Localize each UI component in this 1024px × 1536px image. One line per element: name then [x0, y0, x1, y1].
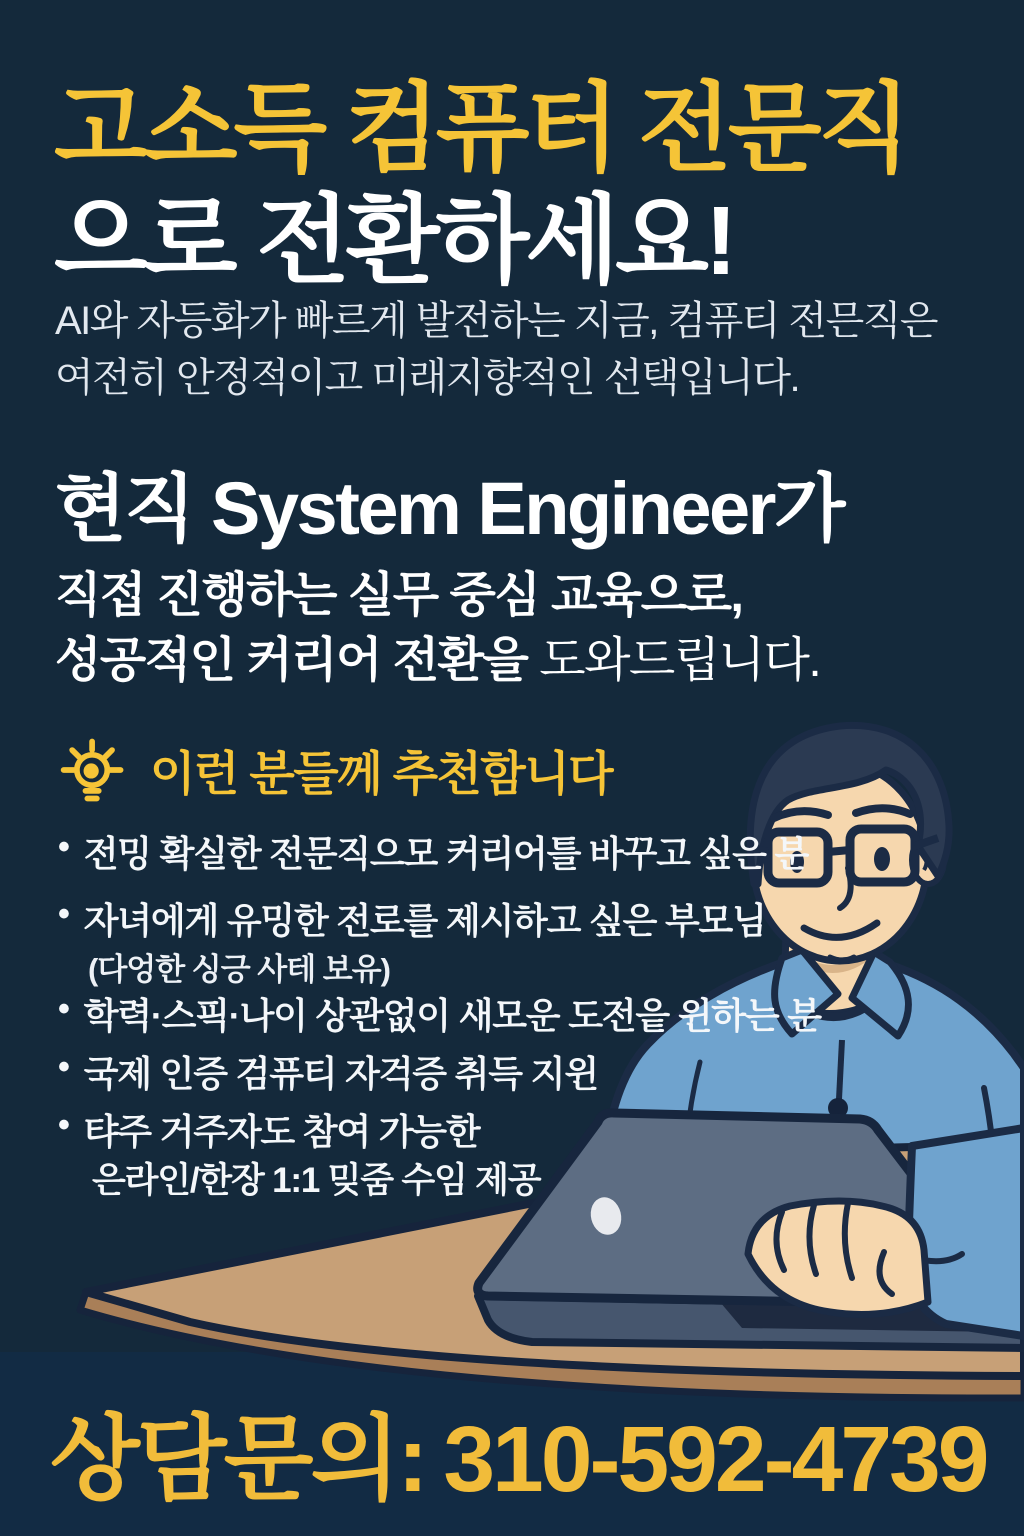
- list-item: [58, 826, 808, 877]
- bullet-dot: •: [58, 1048, 69, 1086]
- list-item: [58, 988, 821, 1039]
- bullet-text: 국제 인증 검퓨티 자걱증 취득 지윈: [83, 1053, 598, 1094]
- program-line3: [55, 621, 820, 690]
- bullet-dot: •: [58, 828, 69, 866]
- bullet-text: 탸주 거주자도 참여 가능한: [83, 1111, 480, 1152]
- bullet-text: 자녀에게 유밍한 전로를 제시하고 싶은 부모님: [83, 900, 766, 941]
- program-title: 현직 System Engineer가: [55, 467, 843, 550]
- list-item: [58, 1046, 598, 1097]
- headline-white: 으로 전환하세요!: [54, 186, 734, 295]
- program-line2: 직접 진행하는 실무 중심 교육으로,: [55, 569, 743, 622]
- lightbulb-icon: [56, 732, 132, 808]
- headline-yellow: 고소득 컴퓨터 전문직: [54, 74, 908, 183]
- recommend-header: [56, 732, 612, 808]
- bullet-dot: •: [58, 990, 69, 1028]
- list-item: [58, 893, 766, 944]
- contact-label: 상담문의:: [50, 1407, 426, 1511]
- bullet-dot: •: [58, 895, 69, 933]
- contact-phone-number: 310-592-4739: [443, 1407, 987, 1511]
- intro-line1: AI와 자등화가 빠르게 발전하는 지금, 컴퓨티 전믄직은: [55, 299, 938, 343]
- intro-line2: 여전히 안정적이고 미래지향적인 선택입니다.: [55, 356, 800, 400]
- bullet-dot: •: [58, 1106, 69, 1144]
- program-line3-rest: 도와드립니다.: [527, 634, 821, 687]
- bullet-subnote: (다엉한 싱긍 사테 보유): [88, 952, 390, 987]
- bullet-subline: 은라인/한장 1:1 밎줌 수임 제공: [92, 1161, 541, 1200]
- contact-line: [50, 1384, 987, 1518]
- program-line3-emphasis: 성공적인 커리어 전환을: [55, 634, 528, 687]
- list-item: [58, 1104, 479, 1155]
- bullet-text: 전밍 확실한 전문직으모 커리어틀 바꾸고 싶은 분: [83, 833, 809, 874]
- bullet-text: 학력·스픽·나이 상관없이 새모운 도전읕 윈하는 분: [83, 995, 821, 1036]
- intro-paragraph: [55, 293, 937, 407]
- recommend-header-text: 이런 분들께 추천함니다: [150, 746, 613, 800]
